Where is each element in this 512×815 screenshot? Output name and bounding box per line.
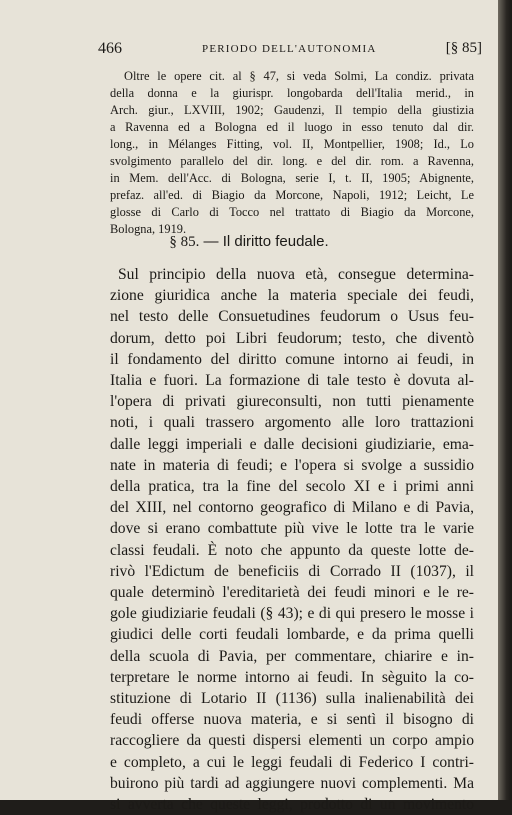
body-line: noti, i quali trassero argomento alle loro trattazioni [110,414,474,432]
body-line: rivò l'Edictum de beneficiis di Corrado II (1037), il [110,562,474,580]
body-line: zione giuridica anche la materia speciale dei feudi, [110,287,474,305]
body-line: Sul principio della nuova età, consegue determina- [118,266,474,283]
note-line: Arch. giur., LXVIII, 1902; Gaudenzi, Il tempio della giustizia [110,103,474,117]
section-dash: — [203,233,219,250]
body-line: della pratica, tra la fine del secolo XI e i primi anni [110,478,474,496]
body-line: dalle leggi imperiali e dalle decisioni giudiziarie, ema- [110,435,474,453]
note-line: in Mem. dell'Acc. di Bologna, serie I, t. II, 1905; Abignente, [110,171,474,185]
note-line: Bologna, 1919. [110,222,187,236]
body-line: l'opera di privati giureconsulti, non tutti pienamente [110,393,474,411]
note-line: prefaz. all'ed. di Biagio da Morcone, Napoli, 1912; Leicht, Le [110,188,474,202]
body-line: buirono più tardi ad aggiungere nuovi complementi. Ma [110,774,474,792]
bibliographic-note [110,68,474,238]
note-line: della donna e la giurispr. longobarda dell'Italia merid., in [110,86,474,100]
note-line: long., in Mélanges Fitting, vol. II, Montpellier, 1908; Id., Lo [110,137,474,151]
body-line: feudi offerse nuova materia, e si sentì il bisogno di [110,711,474,729]
note-line: Oltre le opere cit. al § 47, si veda Solmi, La condiz. privata [124,69,474,83]
section-heading [0,233,498,251]
body-line: e completo, a cui le leggi feudali di Federico I contri- [110,753,474,771]
body-line: gole giudiziarie feudali (§ 43); e di qui presero le mosse i [110,605,474,623]
note-line: a Ravenna ed a Bologna ed il luogo in esso tenuto dal dir. [110,120,474,134]
book-binding-edge [498,0,512,800]
section-reference: [§ 85] [445,40,482,56]
running-title: PERIODO DELL'AUTONOMIA [202,43,377,55]
running-header [98,40,482,60]
body-line: raccogliere da questi dispersi elementi un corpo ampio [110,732,474,750]
body-line: nel testo delle Consuetudines feudorum o Usus feu- [110,308,474,326]
body-line: si avverta che queste leggi, prodotto di un movimento [110,796,474,814]
body-line: giudici delle corti feudali lombarde, e da prima quelli [110,626,474,644]
body-line: stituzione di Lotario II (1136) sulla inalienabilità dei [110,690,474,708]
body-line: nate in materia di feudi; e l'opera si svolge a sussidio [110,456,474,474]
body-line: il fondamento del diritto comune intorno ai feudi, in [110,350,474,368]
body-line: Italia e fuori. La formazione di tale testo è dovuta al- [110,372,474,390]
body-text [110,264,474,815]
note-line: glosse di Carlo di Tocco nel trattato di Biagio da Morcone, [110,205,474,219]
body-line: quale determinò l'ereditarietà dei feudi minori e le re- [110,584,474,602]
page-number: 466 [98,40,122,57]
section-title: Il diritto feudale. [222,233,329,250]
body-line: dove si erano combattute più vive le lotte tra le varie [110,520,474,538]
body-line: della scuola di Pavia, per commentare, chiarire e in- [110,647,474,665]
body-line: classi feudali. È noto che appunto da queste lotte de- [110,541,474,559]
section-number: § 85. [169,234,200,250]
body-line: del XIII, nel contorno geografico di Milano e di Pavia, [110,499,474,517]
body-line: terpretare le norme intorno ai feudi. In sèguito la co- [110,668,474,686]
body-line: dorum, detto poi Libri feudorum; testo, che diventò [110,329,474,347]
note-line: svolgimento parallelo del dir. long. e del dir. rom. a Ravenna, [110,154,474,168]
